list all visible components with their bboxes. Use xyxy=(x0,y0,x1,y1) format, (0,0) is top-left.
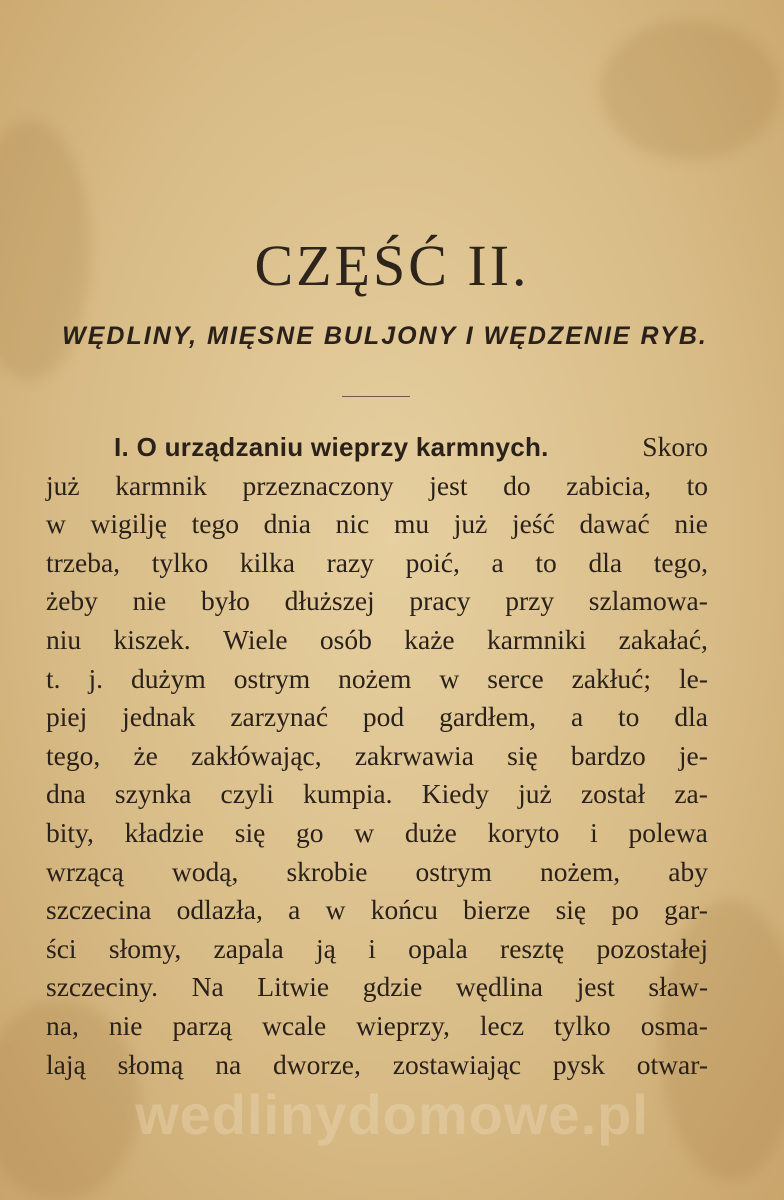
word: już xyxy=(46,469,80,501)
word: pysk xyxy=(552,1048,605,1080)
word: żeby xyxy=(46,585,98,617)
word: zakrwawia xyxy=(354,739,474,771)
word: już xyxy=(518,778,552,810)
word: dnia xyxy=(263,508,311,540)
word: bardzo xyxy=(570,739,646,771)
word: zabicia, xyxy=(566,469,651,501)
word: a xyxy=(570,701,584,733)
word: pod xyxy=(362,701,405,733)
word: tego xyxy=(191,508,239,540)
word: został xyxy=(580,778,646,810)
word: kilka xyxy=(239,546,295,578)
word: wigilję xyxy=(90,508,167,540)
part-title: CZĘŚĆ II. xyxy=(254,233,530,298)
text-line xyxy=(46,621,708,660)
word: kładzie xyxy=(124,816,205,848)
text-line xyxy=(46,1007,708,1046)
word: pracy xyxy=(409,585,471,617)
word: tylko xyxy=(554,1009,611,1041)
word: mu xyxy=(393,508,430,540)
word: dna xyxy=(46,778,86,810)
word: zostawiając xyxy=(392,1048,522,1080)
text-fragment: Skoro xyxy=(642,431,708,462)
word: i xyxy=(368,932,376,964)
word: tego, xyxy=(46,739,101,771)
word: parzą xyxy=(172,1009,233,1041)
word: je- xyxy=(678,739,708,771)
word: wędlina xyxy=(455,971,543,1003)
word: osma- xyxy=(640,1009,708,1041)
word: zarzynać xyxy=(230,701,329,733)
word: trzeba, xyxy=(46,546,121,578)
text-line xyxy=(46,814,708,853)
word: wodą, xyxy=(171,855,239,887)
word: się xyxy=(555,894,587,926)
word: gardłem, xyxy=(439,701,537,733)
word: jest xyxy=(429,469,468,501)
word: karmniki xyxy=(486,623,587,655)
word: zakłuć; xyxy=(571,662,652,694)
word: Litwie xyxy=(257,971,330,1003)
word: nie xyxy=(108,1009,143,1041)
word: tylko xyxy=(151,546,209,578)
word: to xyxy=(686,469,708,501)
text-line xyxy=(46,505,708,544)
word: na, xyxy=(46,1009,79,1041)
word: ostrym xyxy=(415,855,492,887)
text-line xyxy=(46,930,708,969)
text-line xyxy=(46,737,708,776)
word: ostrym xyxy=(233,662,311,694)
word: czyli xyxy=(220,778,274,810)
word: a xyxy=(288,894,301,926)
word: każe xyxy=(404,623,455,655)
word: kumpia. xyxy=(303,778,393,810)
text-lines xyxy=(46,467,708,1085)
word: dłuższej xyxy=(284,585,375,617)
word: przeznaczony xyxy=(242,469,394,501)
word: po xyxy=(611,894,639,926)
word: bierze xyxy=(463,894,531,926)
word: resztę xyxy=(500,932,565,964)
text-line xyxy=(46,891,708,930)
word: Na xyxy=(191,971,224,1003)
word: dawać xyxy=(579,508,650,540)
word: Kiedy xyxy=(421,778,489,810)
word: lecz xyxy=(479,1009,525,1041)
word: dla xyxy=(588,546,623,578)
word: a xyxy=(491,546,504,578)
word: się xyxy=(507,739,538,771)
word: jeść xyxy=(512,508,555,540)
word: duże xyxy=(404,816,457,848)
text-line xyxy=(46,698,708,737)
text-line xyxy=(46,660,708,699)
word: sław- xyxy=(648,971,708,1003)
word: jednak xyxy=(122,701,196,733)
word: skrobie xyxy=(286,855,368,887)
word: poić, xyxy=(405,546,460,578)
word: razy xyxy=(326,546,374,578)
word: nie xyxy=(674,508,708,540)
word: wcale xyxy=(262,1009,327,1041)
word: kiszek. xyxy=(113,623,191,655)
word: w xyxy=(354,816,375,848)
word: szynka xyxy=(114,778,192,810)
word: ści xyxy=(46,932,77,964)
word: za- xyxy=(674,778,708,810)
word: słomy, xyxy=(108,932,182,964)
word: pozostałej xyxy=(596,932,708,964)
word: było xyxy=(200,585,250,617)
word: to xyxy=(535,546,557,578)
word: t. xyxy=(46,662,61,694)
word: bity, xyxy=(46,816,94,848)
word: to xyxy=(618,701,640,733)
word: już xyxy=(453,508,488,540)
word: tego, xyxy=(653,546,708,578)
word: na xyxy=(215,1048,242,1080)
word: w xyxy=(46,508,66,540)
word: jest xyxy=(576,971,615,1003)
word: niu xyxy=(46,623,82,655)
word: dworze, xyxy=(273,1048,361,1080)
word: go xyxy=(296,816,324,848)
word: serce xyxy=(487,662,544,694)
text-line xyxy=(46,1046,708,1085)
word: ją xyxy=(316,932,336,964)
word: wrzącą xyxy=(46,855,124,887)
word: nic xyxy=(335,508,370,540)
word: szczeciny. xyxy=(46,971,158,1003)
word: gdzie xyxy=(362,971,423,1003)
word: że xyxy=(133,739,158,771)
word: aby xyxy=(668,855,708,887)
word: się xyxy=(234,816,266,848)
word: odlazła, xyxy=(176,894,263,926)
watermark: wedlinydomowe.pl xyxy=(135,1083,649,1146)
word: osób xyxy=(319,623,372,655)
word: nożem xyxy=(338,662,412,694)
word: nie xyxy=(132,585,167,617)
body-paragraph xyxy=(46,428,708,1084)
word: gar- xyxy=(664,894,708,926)
word: wieprzy, xyxy=(356,1009,450,1041)
word: w xyxy=(325,894,346,926)
divider-rule xyxy=(342,396,410,397)
chapter-subtitle: WĘDLINY, MIĘSNE BULJONY I WĘDZENIE RYB. xyxy=(62,322,708,350)
word: le- xyxy=(678,662,708,694)
text-line xyxy=(46,544,708,583)
word: polewa xyxy=(628,816,708,848)
word: słomą xyxy=(117,1048,184,1080)
word: j. xyxy=(88,662,103,694)
word: szczecina xyxy=(46,894,152,926)
word: zakałać, xyxy=(618,623,708,655)
text-line xyxy=(46,968,708,1007)
text-line xyxy=(46,467,708,506)
word: w xyxy=(439,662,460,694)
paper-stain xyxy=(600,20,780,160)
word: dużym xyxy=(130,662,206,694)
word: opala xyxy=(408,932,468,964)
word: do xyxy=(503,469,531,501)
word: i xyxy=(590,816,598,848)
word: Wiele xyxy=(223,623,288,655)
word: lają xyxy=(46,1048,86,1080)
word: piej xyxy=(46,701,88,733)
word: dla xyxy=(674,701,708,733)
word: zakłówając, xyxy=(191,739,322,771)
word: szlamowa- xyxy=(588,585,708,617)
section-heading: I. O urządzaniu wieprzy karmnych. xyxy=(114,432,549,462)
text-line xyxy=(46,853,708,892)
word: otwar- xyxy=(636,1048,708,1080)
word: karmnik xyxy=(115,469,207,501)
text-line xyxy=(46,582,708,621)
word: końcu xyxy=(370,894,438,926)
text-line xyxy=(46,428,708,467)
word: koryto xyxy=(487,816,560,848)
word: zapala xyxy=(213,932,284,964)
word: nożem, xyxy=(539,855,621,887)
word: przy xyxy=(505,585,555,617)
text-line xyxy=(46,775,708,814)
